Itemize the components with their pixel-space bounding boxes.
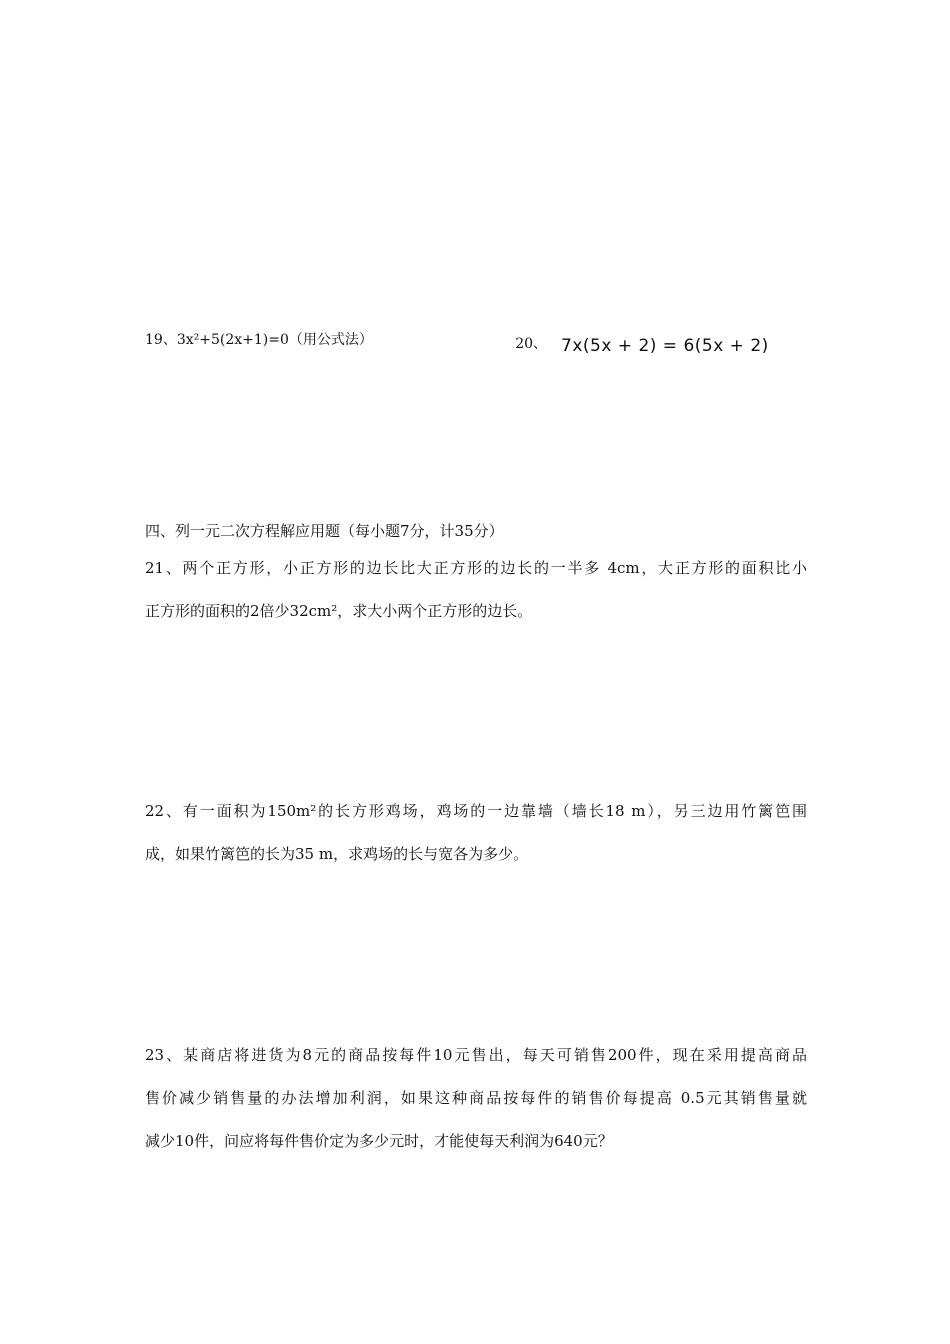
question-19-equation: 3x²+5(2x+1)=0（用公式法） [176, 332, 373, 348]
section-4-heading: 四、列一元二次方程解应用题（每小题7分，计35分） [145, 522, 504, 540]
question-23-line-3: 减少10件，问应将每件售价定为多少元时，才能使每天利润为640元？ [145, 1132, 613, 1150]
question-22-line-2: 成，如果竹篱笆的长为35 m，求鸡场的长与宽各为多少。 [145, 845, 529, 863]
question-22-line-1: 22、有一面积为150m²的长方形鸡场，鸡场的一边靠墙（墙长18 m），另三边用竹篱笆围 [145, 802, 807, 820]
question-20 [512, 333, 769, 356]
question-19-text: 19、 [145, 332, 177, 348]
edit-mark-icon: . [512, 340, 516, 351]
question-20-number: 20、 [515, 336, 548, 352]
question-19 [145, 330, 373, 350]
question-23-line-1: 23、某商店将进货为8元的商品按每件10元售出，每天可销售200件，现在采用提高商品 [145, 1046, 807, 1064]
question-20-equation: 7x(5x + 2) = 6(5x + 2) [561, 336, 769, 356]
question-23-line-2: 售价减少销售量的办法增加利润，如果这种商品按每件的销售价每提高 0.5元其销售量就 [145, 1089, 807, 1107]
question-21-line-2: 正方形的面积的2倍少32cm²，求大小两个正方形的边长。 [145, 602, 533, 620]
question-21-line-1: 21、两个正方形，小正方形的边长比大正方形的边长的一半多 4cm，大正方形的面积比小 [145, 559, 807, 577]
